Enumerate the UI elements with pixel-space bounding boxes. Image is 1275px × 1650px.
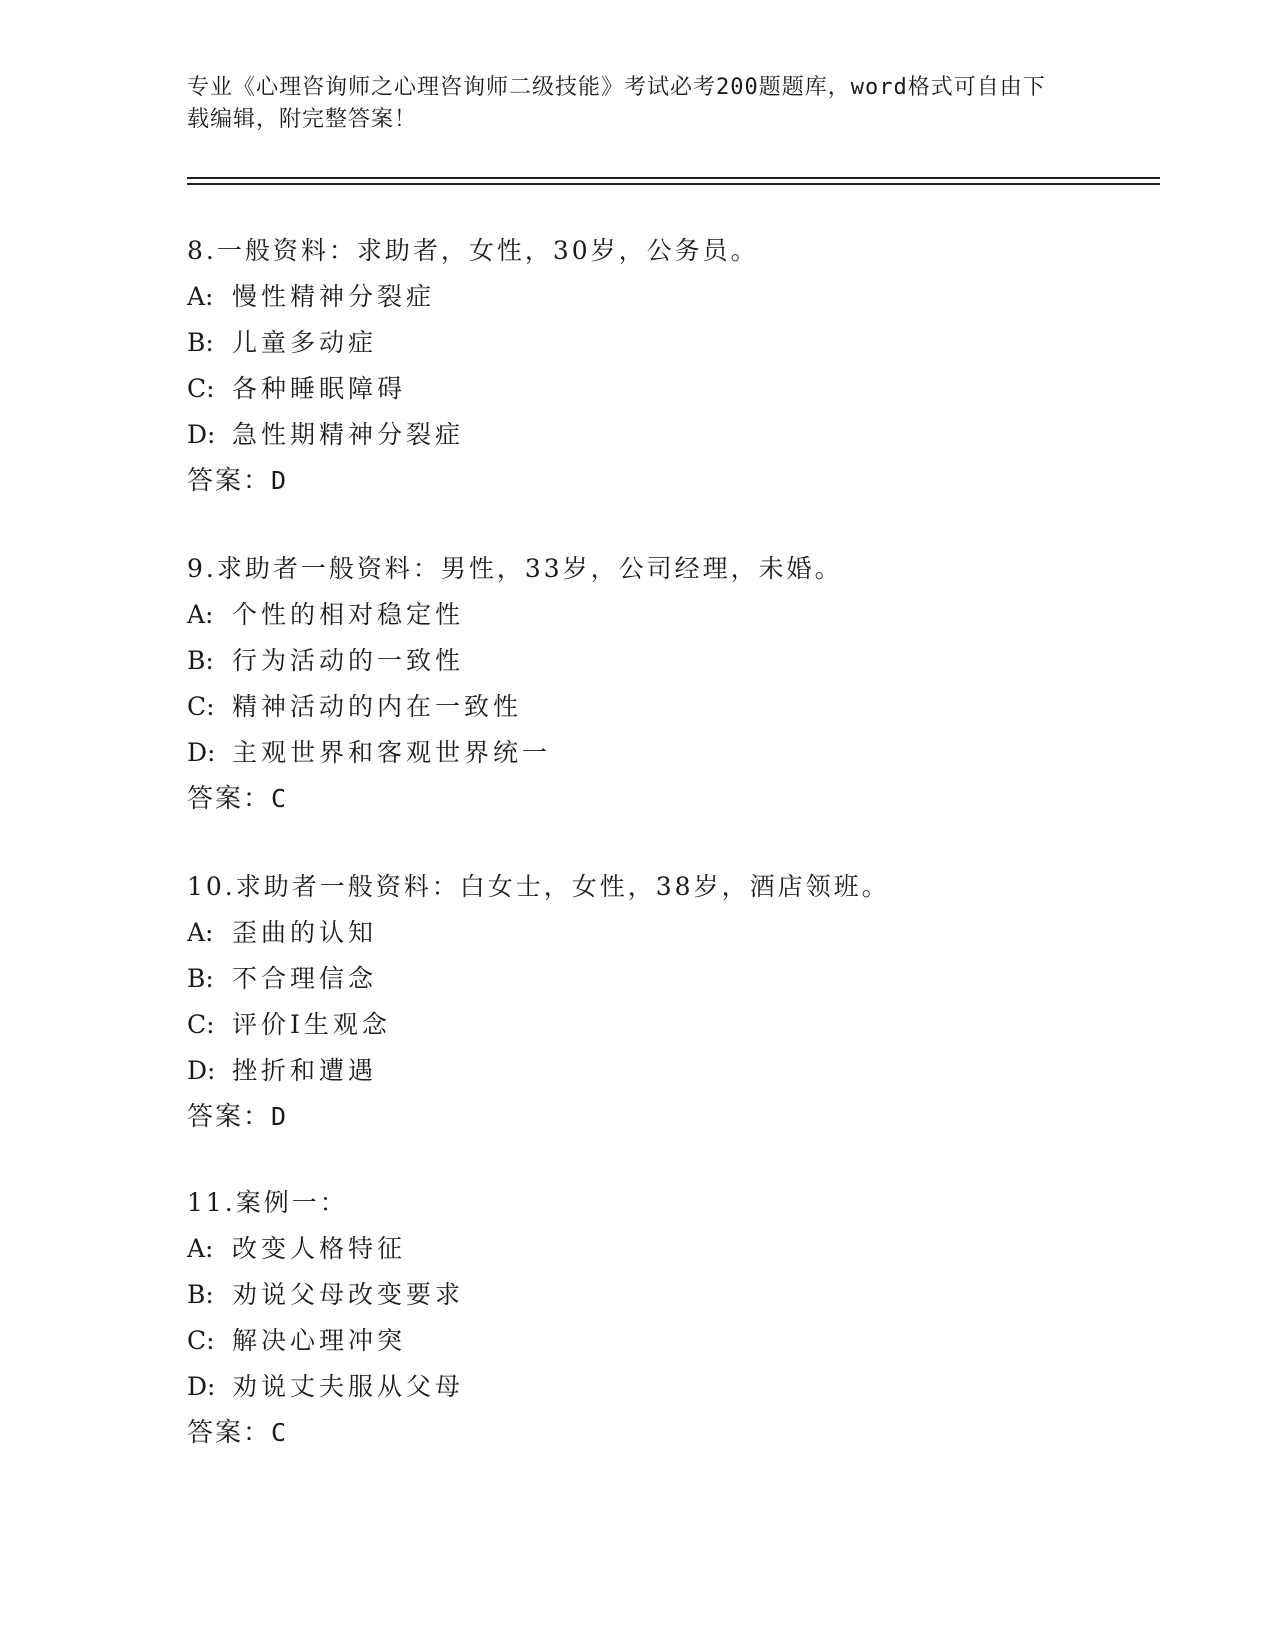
answer-line (187, 1094, 1147, 1140)
question-stem: 11.案例一： (187, 1188, 348, 1217)
question-block (187, 864, 1147, 1140)
answer-line (187, 1410, 1147, 1456)
option-d (187, 1048, 1147, 1094)
option-text: 慢性精神分裂症 (232, 282, 436, 311)
option-c (187, 1002, 1147, 1048)
option-key: C: (187, 1326, 215, 1355)
option-text: 不合理信念 (232, 964, 378, 993)
header-divider-top (187, 177, 1160, 179)
option-text: 挫折和遭遇 (232, 1056, 378, 1085)
answer-value: D (271, 1102, 289, 1131)
option-d (187, 412, 1147, 458)
option-text: 歪曲的认知 (232, 918, 378, 947)
option-c (187, 366, 1147, 412)
option-a (187, 910, 1147, 956)
option-key: A: (187, 918, 214, 947)
option-a (187, 274, 1147, 320)
option-key: A: (187, 1234, 214, 1263)
question-block (187, 546, 1147, 822)
option-d (187, 1364, 1147, 1410)
option-text: 急性期精神分裂症 (232, 420, 465, 449)
option-a (187, 592, 1147, 638)
document-header: 专业《心理咨询师之心理咨询师二级技能》考试必考200题题库，word格式可自由下载编辑，附完整答案！ (187, 75, 1046, 132)
option-text: 劝说丈夫服从父母 (232, 1372, 465, 1401)
option-key: D: (187, 738, 216, 767)
header-divider-bottom (187, 183, 1160, 185)
question-stem: 8.一般资料：求助者，女性，30岁，公务员。 (187, 236, 759, 265)
option-key: D: (187, 420, 216, 449)
option-text: 解决心理冲突 (232, 1326, 407, 1355)
option-key: C: (187, 374, 215, 403)
option-key: C: (187, 1010, 215, 1039)
option-key: C: (187, 692, 215, 721)
answer-label: 答案： (187, 466, 272, 496)
answer-label: 答案： (187, 1418, 272, 1448)
option-text: 行为活动的一致性 (232, 646, 465, 675)
option-c (187, 1318, 1147, 1364)
option-key: A: (187, 600, 214, 629)
option-d (187, 730, 1147, 776)
option-text: 改变人格特征 (232, 1234, 407, 1263)
option-text: 主观世界和客观世界统一 (232, 738, 552, 767)
option-b (187, 320, 1147, 366)
answer-line (187, 458, 1147, 504)
option-text: 儿童多动症 (232, 328, 378, 357)
option-key: D: (187, 1056, 216, 1085)
option-key: B: (187, 964, 214, 993)
answer-label: 答案： (187, 784, 272, 814)
option-text: 劝说父母改变要求 (232, 1280, 465, 1309)
option-c (187, 684, 1147, 730)
option-text: 评价I生观念 (232, 1010, 391, 1039)
answer-label: 答案： (187, 1102, 272, 1132)
option-key: B: (187, 646, 214, 675)
option-text: 精神活动的内在一致性 (232, 692, 523, 721)
answer-line (187, 776, 1147, 822)
answer-value: D (271, 466, 289, 495)
answer-value: C (271, 1418, 289, 1447)
option-key: B: (187, 328, 214, 357)
option-b (187, 1272, 1147, 1318)
option-b (187, 956, 1147, 1002)
option-text: 各种睡眠障碍 (232, 374, 407, 403)
option-b (187, 638, 1147, 684)
question-block (187, 1180, 1147, 1456)
option-key: D: (187, 1372, 216, 1401)
answer-value: C (271, 784, 289, 813)
option-key: A: (187, 282, 214, 311)
question-stem: 10.求助者一般资料：白女士，女性，38岁，酒店领班。 (187, 872, 890, 901)
option-text: 个性的相对稳定性 (232, 600, 465, 629)
question-stem: 9.求助者一般资料：男性，33岁，公司经理，未婚。 (187, 554, 843, 583)
option-a (187, 1226, 1147, 1272)
option-key: B: (187, 1280, 214, 1309)
question-block (187, 228, 1147, 504)
